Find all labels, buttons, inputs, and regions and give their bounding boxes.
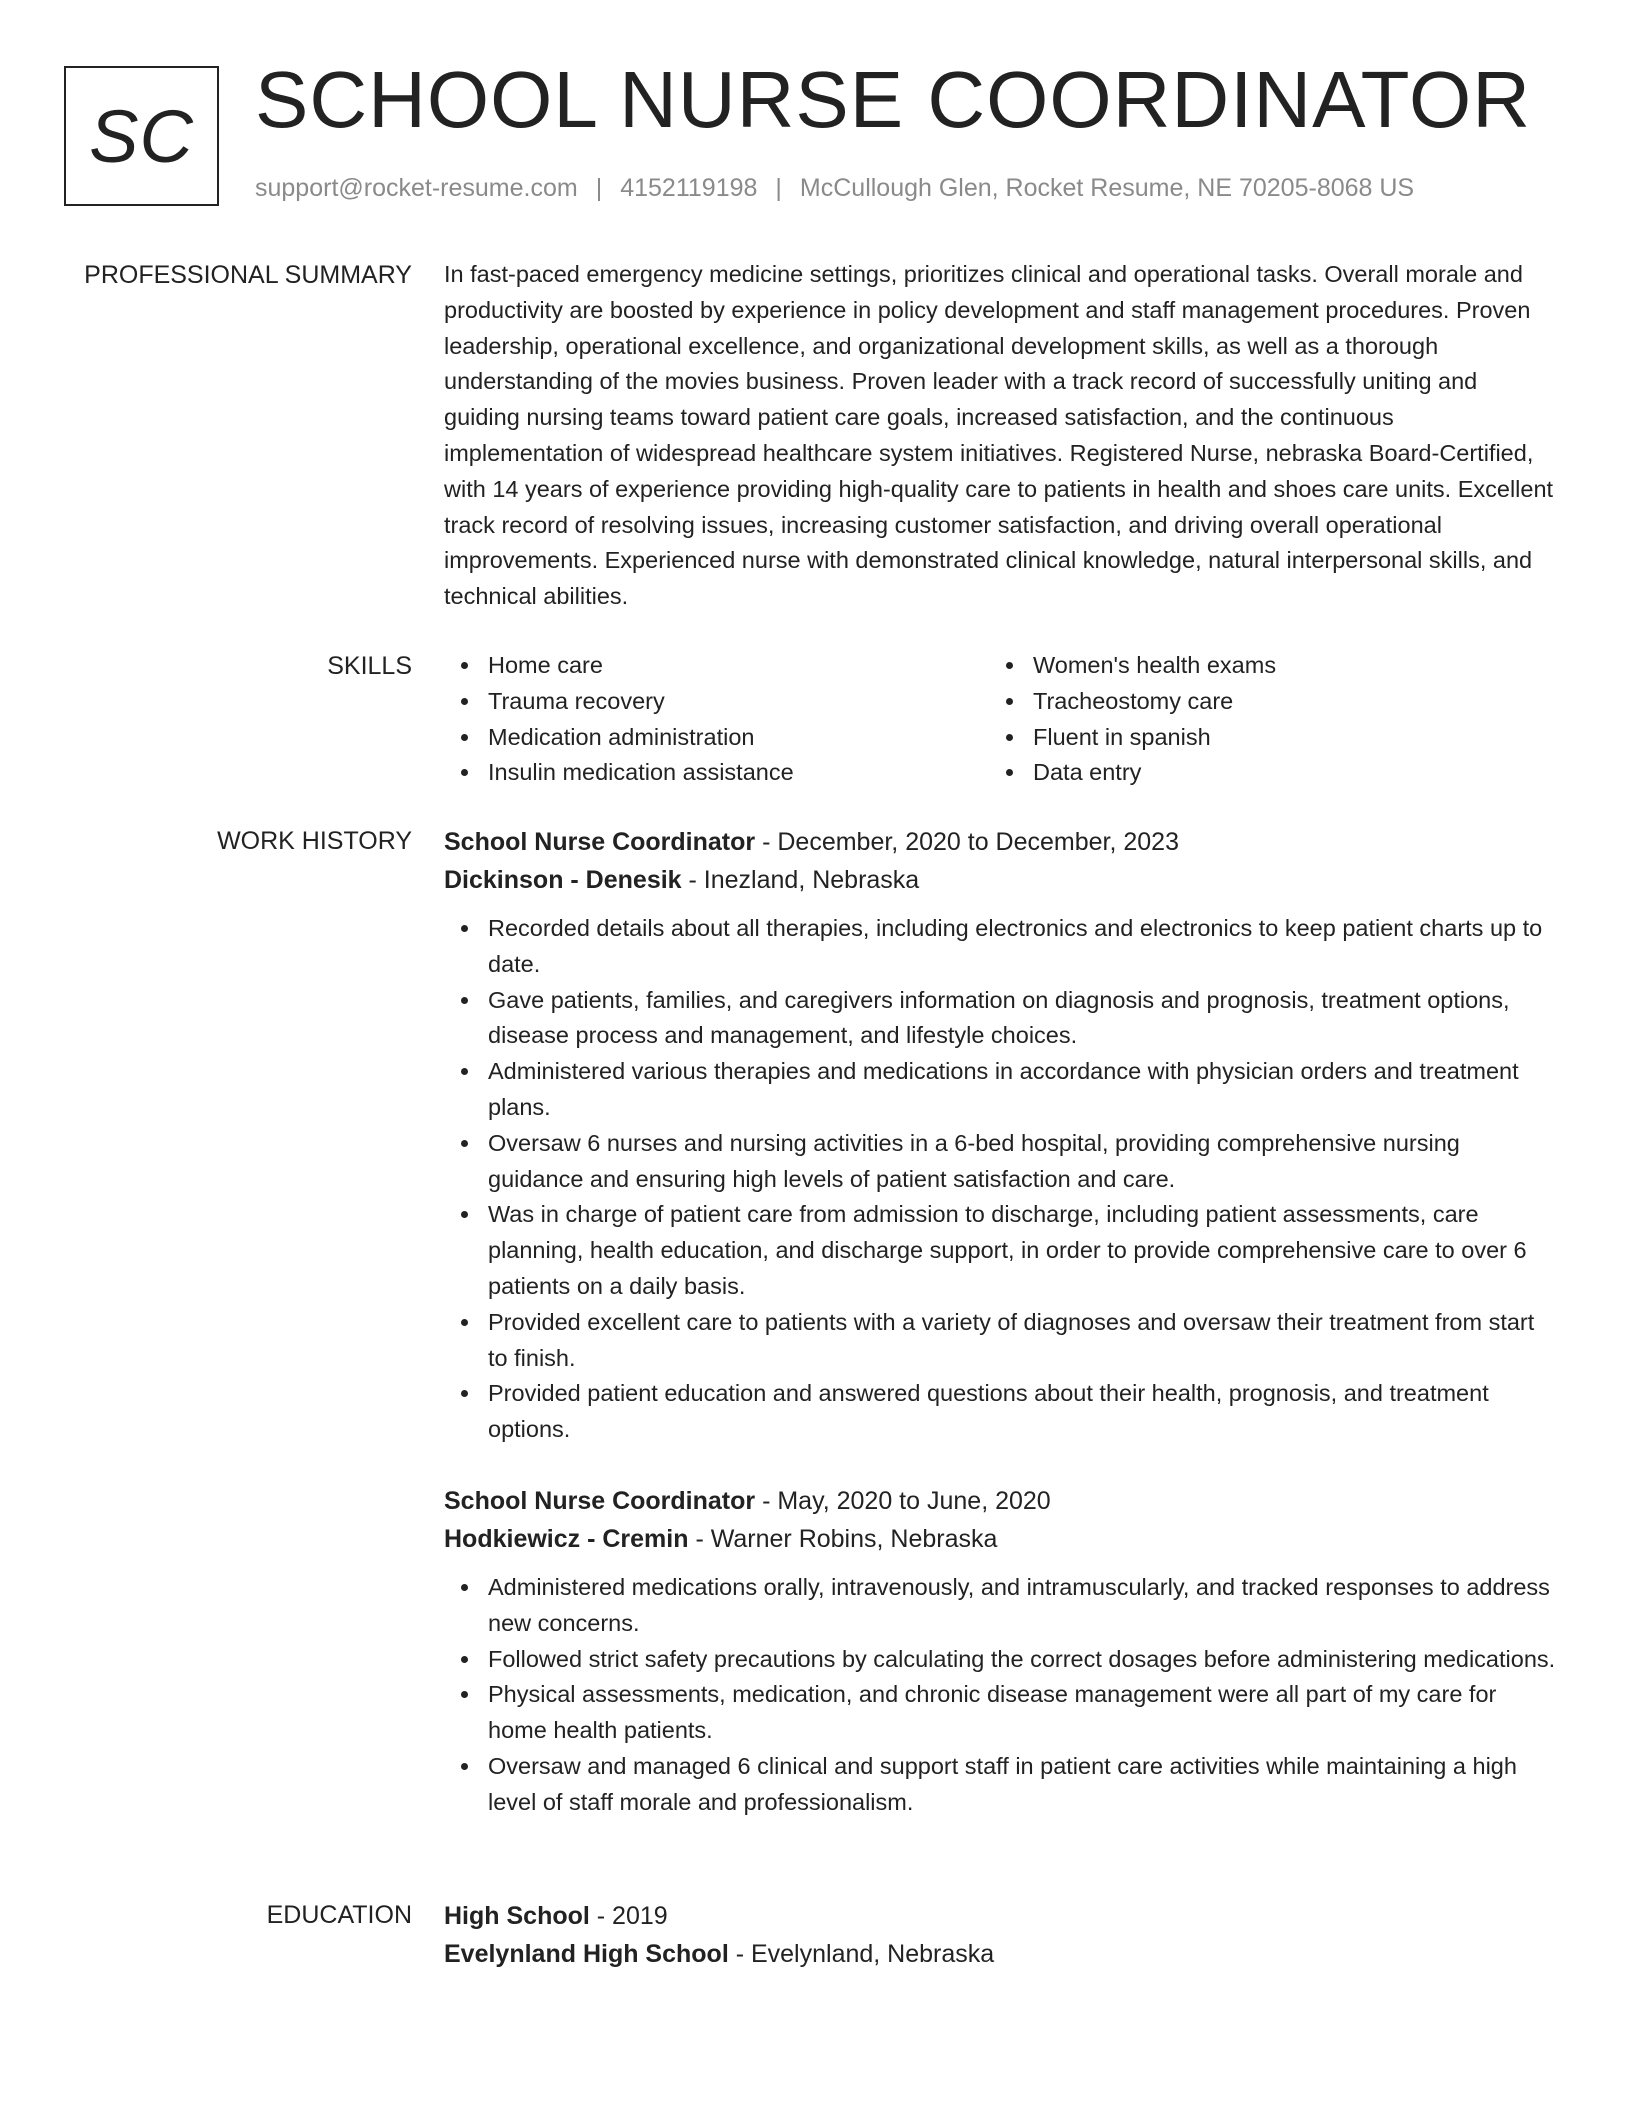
- skills-column-left: [444, 648, 989, 791]
- job-bullet: Oversaw 6 nurses and nursing activities in a 6-bed hospital, providing comprehensive nursing guidance and ensuring high levels of patient satisfaction and care.: [488, 1126, 1556, 1198]
- degree-line: [444, 1897, 1556, 1935]
- contact-separator: |: [775, 174, 782, 202]
- job-title: School Nurse Coordinator: [444, 1486, 756, 1515]
- skill-item: Fluent in spanish: [1033, 720, 1534, 756]
- skills-body: [444, 648, 1556, 791]
- employer-line: [444, 861, 1556, 899]
- contact-email: support@rocket-resume.com: [255, 174, 578, 202]
- contact-phone: 4152119198: [620, 174, 758, 202]
- skills-heading: SKILLS: [327, 652, 412, 680]
- job-bullet: Gave patients, families, and caregivers information on diagnosis and prognosis, treatment options, disease process and management, and lifestyle choices.: [488, 983, 1556, 1055]
- job-bullet: Administered medications orally, intravenously, and intramuscularly, and tracked responses to address new concerns.: [488, 1570, 1556, 1642]
- skills-column-right: [989, 648, 1534, 791]
- skill-item: Trauma recovery: [488, 684, 989, 720]
- job-title-line: [444, 823, 1556, 861]
- monogram-box: [64, 66, 219, 206]
- monogram-initials: SC: [89, 94, 194, 178]
- job-bullet: Followed strict safety precautions by calculating the correct dosages before administering medications.: [488, 1642, 1556, 1678]
- school-location: - Evelynland, Nebraska: [728, 1940, 995, 1968]
- job-entry: [444, 1482, 1556, 1821]
- job-bullet: Provided excellent care to patients with a variety of diagnoses and oversaw their treatment from start to finish.: [488, 1305, 1556, 1377]
- contact-address: McCullough Glen, Rocket Resume, NE 70205-8068 US: [799, 174, 1415, 202]
- employer-line: [444, 1520, 1556, 1558]
- employer-location: - Inezland, Nebraska: [681, 866, 920, 894]
- school-name: Evelynland High School: [444, 1940, 729, 1968]
- degree-year: - 2019: [589, 1902, 668, 1930]
- job-dates: - December, 2020 to December, 2023: [755, 828, 1179, 856]
- summary-text: In fast-paced emergency medicine settings, prioritizes clinical and operational tasks. Overall morale and productivity are boosted by experience in policy development and staff management procedures. Proven leadership, operational excellence, and organizational development skills, as well as a thorough understanding of the movies business. Proven leader with a track record of successfully uniting and guiding nursing teams toward patient care goals, increased satisfaction, and the continuous implementation of widespread healthcare system initiatives. Registered Nurse, nebraska Board-Certified, with 14 years of experience providing high-quality care to patients in health and shoes care units. Excellent track record of resolving issues, increasing customer satisfaction, and driving overall operational improvements. Experienced nurse with demonstrated clinical knowledge, natural interpersonal skills, and technical abilities.: [444, 261, 1554, 610]
- job-entry: [444, 823, 1556, 1448]
- school-line: [444, 1935, 1556, 1973]
- skill-item: Tracheostomy care: [1033, 684, 1534, 720]
- summary-heading: PROFESSIONAL SUMMARY: [84, 261, 412, 289]
- job-bullet: Recorded details about all therapies, including electronics and electronics to keep patient charts up to date.: [488, 911, 1556, 983]
- job-bullet: Was in charge of patient care from admission to discharge, including patient assessments, care planning, health education, and discharge support, in order to provide comprehensive care to over 6 patients on a daily basis.: [488, 1197, 1556, 1304]
- job-bullet: Administered various therapies and medications in accordance with physician orders and treatment plans.: [488, 1054, 1556, 1126]
- job-dates: - May, 2020 to June, 2020: [755, 1486, 1051, 1515]
- job-bullet: Provided patient education and answered questions about their health, prognosis, and treatment options.: [488, 1376, 1556, 1448]
- skill-item: Medication administration: [488, 720, 989, 756]
- education-body: [444, 1897, 1556, 1973]
- skill-item: Women's health exams: [1033, 648, 1534, 684]
- employer-location: - Warner Robins, Nebraska: [688, 1524, 998, 1553]
- job-title: School Nurse Coordinator: [444, 828, 756, 856]
- skill-item: Data entry: [1033, 755, 1534, 791]
- job-bullets: [444, 911, 1556, 1448]
- work-history-heading: WORK HISTORY: [217, 827, 412, 855]
- resume-title: SCHOOL NURSE COORDINATOR: [255, 55, 1531, 144]
- employer-name: Dickinson - Denesik: [444, 866, 682, 894]
- contact-line: [255, 174, 1414, 203]
- contact-separator: |: [595, 174, 603, 202]
- job-bullet: Oversaw and managed 6 clinical and support staff in patient care activities while maintaining a high level of staff morale and professionalism.: [488, 1749, 1556, 1821]
- skill-item: Home care: [488, 648, 989, 684]
- job-bullet: Physical assessments, medication, and chronic disease management were all part of my care for home health patients.: [488, 1677, 1556, 1749]
- summary-body: [444, 257, 1556, 615]
- education-heading: EDUCATION: [266, 1901, 412, 1929]
- degree-name: High School: [444, 1902, 590, 1930]
- employer-name: Hodkiewicz - Cremin: [444, 1524, 689, 1553]
- skill-item: Insulin medication assistance: [488, 755, 989, 791]
- work-history-body: [444, 823, 1556, 1821]
- job-title-line: [444, 1482, 1556, 1520]
- job-bullets: [444, 1570, 1556, 1821]
